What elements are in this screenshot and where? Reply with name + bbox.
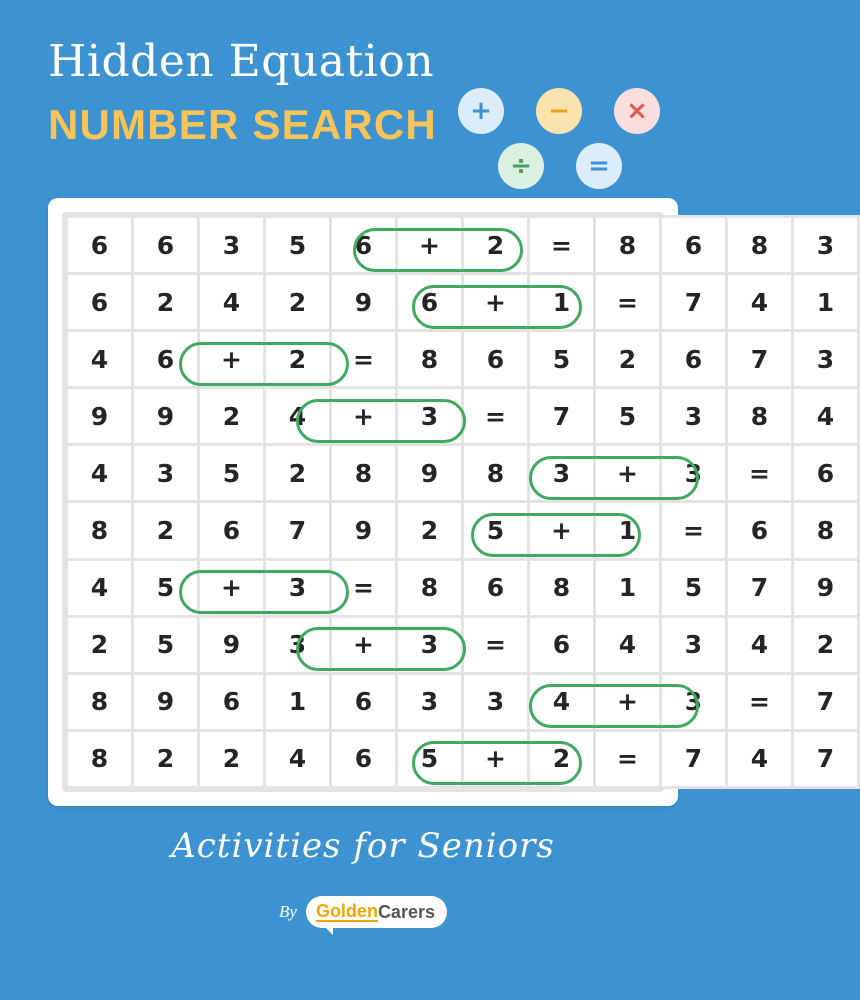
grid-cell: 6	[67, 217, 133, 274]
grid-cell: 2	[463, 217, 529, 274]
grid-cell-operator: +	[199, 559, 265, 616]
grid-cell: 8	[67, 673, 133, 730]
grid-cell: 8	[397, 559, 463, 616]
grid-row	[67, 274, 859, 331]
grid-cell-operator: +	[331, 616, 397, 673]
grid-cell: 2	[133, 502, 199, 559]
grid-cell: 6	[67, 274, 133, 331]
divide-icon: ÷	[498, 143, 544, 189]
grid-cell: 6	[661, 331, 727, 388]
grid-cell: 6	[199, 502, 265, 559]
puzzle-grid-wrapper	[62, 212, 835, 792]
grid-cell: 2	[595, 331, 661, 388]
tagline: Activities for Seniors	[171, 826, 555, 866]
grid-cell: 3	[661, 388, 727, 445]
grid-cell-operator: +	[595, 445, 661, 502]
grid-cell: 4	[727, 730, 793, 787]
grid-cell: 2	[529, 730, 595, 787]
grid-cell: 1	[529, 274, 595, 331]
grid-cell: 5	[133, 616, 199, 673]
grid-cell: 2	[67, 616, 133, 673]
grid-cell: 9	[331, 502, 397, 559]
grid-row	[67, 445, 859, 502]
grid-cell-operator: +	[397, 217, 463, 274]
grid-cell: 8	[727, 388, 793, 445]
grid-cell: 9	[331, 274, 397, 331]
number-search-grid	[65, 215, 860, 789]
grid-cell: 6	[397, 274, 463, 331]
grid-cell: 6	[133, 217, 199, 274]
grid-row	[67, 673, 859, 730]
grid-cell: 3	[793, 331, 859, 388]
grid-cell: 5	[661, 559, 727, 616]
grid-cell: 3	[463, 673, 529, 730]
grid-cell: 7	[727, 559, 793, 616]
grid-cell: 3	[793, 217, 859, 274]
credit-row	[0, 896, 726, 928]
grid-cell: 2	[199, 730, 265, 787]
grid-cell: 7	[529, 388, 595, 445]
grid-cell-operator: +	[199, 331, 265, 388]
grid-cell: 6	[331, 730, 397, 787]
grid-cell: 1	[595, 559, 661, 616]
grid-cell: 5	[265, 217, 331, 274]
grid-cell: 5	[463, 502, 529, 559]
grid-cell: 3	[661, 673, 727, 730]
grid-cell: 7	[793, 673, 859, 730]
grid-cell: 8	[331, 445, 397, 502]
grid-cell: 1	[265, 673, 331, 730]
grid-cell: 3	[397, 388, 463, 445]
grid-cell: 4	[727, 616, 793, 673]
grid-cell: 4	[67, 445, 133, 502]
grid-cell: 6	[463, 331, 529, 388]
grid-cell: 7	[727, 331, 793, 388]
puzzle-card	[48, 198, 835, 806]
grid-row	[67, 388, 859, 445]
grid-cell: 2	[133, 274, 199, 331]
grid-cell: 5	[529, 331, 595, 388]
grid-cell: 4	[199, 274, 265, 331]
header	[48, 36, 688, 181]
grid-cell-operator: +	[463, 730, 529, 787]
grid-cell: 3	[397, 616, 463, 673]
grid-cell-operator: =	[595, 274, 661, 331]
grid-cell: 5	[595, 388, 661, 445]
grid-row	[67, 559, 859, 616]
equals-icon: =	[576, 143, 622, 189]
grid-cell: 6	[661, 217, 727, 274]
grid-cell: 8	[463, 445, 529, 502]
grid-cell: 8	[595, 217, 661, 274]
grid-cell-operator: =	[595, 730, 661, 787]
grid-cell: 5	[133, 559, 199, 616]
times-icon: ×	[614, 88, 660, 134]
grid-cell: 2	[397, 502, 463, 559]
grid-cell: 2	[133, 730, 199, 787]
grid-cell: 6	[463, 559, 529, 616]
grid-cell: 6	[199, 673, 265, 730]
grid-cell: 4	[595, 616, 661, 673]
grid-cell: 7	[661, 730, 727, 787]
grid-cell: 9	[133, 673, 199, 730]
logo-carers-text: Carers	[377, 901, 435, 922]
grid-cell: 6	[331, 217, 397, 274]
grid-cell: 8	[529, 559, 595, 616]
grid-cell: 2	[265, 331, 331, 388]
grid-cell: 4	[727, 274, 793, 331]
logo-golden-text: Golden	[315, 900, 378, 921]
grid-cell-operator: =	[727, 445, 793, 502]
grid-cell: 3	[133, 445, 199, 502]
grid-cell-operator: +	[331, 388, 397, 445]
grid-row	[67, 616, 859, 673]
grid-cell: 3	[397, 673, 463, 730]
grid-cell: 9	[397, 445, 463, 502]
grid-cell: 4	[265, 730, 331, 787]
grid-cell: 7	[661, 274, 727, 331]
grid-cell: 6	[529, 616, 595, 673]
grid-cell: 3	[265, 616, 331, 673]
grid-cell: 8	[67, 730, 133, 787]
grid-cell: 6	[331, 673, 397, 730]
grid-cell: 1	[793, 274, 859, 331]
grid-row	[67, 502, 859, 559]
grid-cell: 8	[397, 331, 463, 388]
goldencarers-logo	[306, 896, 447, 928]
grid-cell: 1	[595, 502, 661, 559]
grid-cell: 3	[199, 217, 265, 274]
grid-cell: 4	[67, 331, 133, 388]
grid-cell: 5	[397, 730, 463, 787]
grid-cell: 4	[793, 388, 859, 445]
grid-cell: 2	[265, 274, 331, 331]
by-label: By	[279, 902, 297, 921]
grid-cell-operator: +	[595, 673, 661, 730]
grid-cell: 6	[133, 331, 199, 388]
grid-cell-operator: =	[661, 502, 727, 559]
grid-cell: 3	[661, 616, 727, 673]
grid-row	[67, 730, 859, 787]
grid-cell: 4	[67, 559, 133, 616]
grid-cell: 7	[793, 730, 859, 787]
grid-cell: 2	[199, 388, 265, 445]
grid-cell-operator: =	[463, 388, 529, 445]
grid-row	[67, 217, 859, 274]
grid-cell: 3	[661, 445, 727, 502]
footer	[0, 826, 726, 928]
minus-icon: −	[536, 88, 582, 134]
grid-row	[67, 331, 859, 388]
operator-badges	[448, 88, 688, 198]
grid-cell: 3	[265, 559, 331, 616]
grid-cell-operator: =	[331, 331, 397, 388]
grid-cell-operator: =	[727, 673, 793, 730]
grid-cell: 4	[265, 388, 331, 445]
grid-cell-operator: =	[331, 559, 397, 616]
grid-cell: 6	[793, 445, 859, 502]
grid-cell: 7	[265, 502, 331, 559]
grid-cell: 8	[67, 502, 133, 559]
grid-cell-operator: +	[529, 502, 595, 559]
grid-cell: 8	[727, 217, 793, 274]
grid-cell: 3	[529, 445, 595, 502]
grid-cell: 9	[793, 559, 859, 616]
grid-cell-operator: =	[463, 616, 529, 673]
page-title-line1: Hidden Equation	[48, 36, 435, 87]
grid-cell: 9	[133, 388, 199, 445]
page-title-line2: NUMBER SEARCH	[48, 101, 437, 148]
grid-cell-operator: =	[529, 217, 595, 274]
grid-cell: 8	[793, 502, 859, 559]
grid-cell: 6	[727, 502, 793, 559]
plus-icon: +	[458, 88, 504, 134]
grid-cell: 9	[199, 616, 265, 673]
grid-cell-operator: +	[463, 274, 529, 331]
grid-cell: 4	[529, 673, 595, 730]
grid-cell: 2	[265, 445, 331, 502]
grid-cell: 2	[793, 616, 859, 673]
grid-cell: 5	[199, 445, 265, 502]
grid-cell: 9	[67, 388, 133, 445]
